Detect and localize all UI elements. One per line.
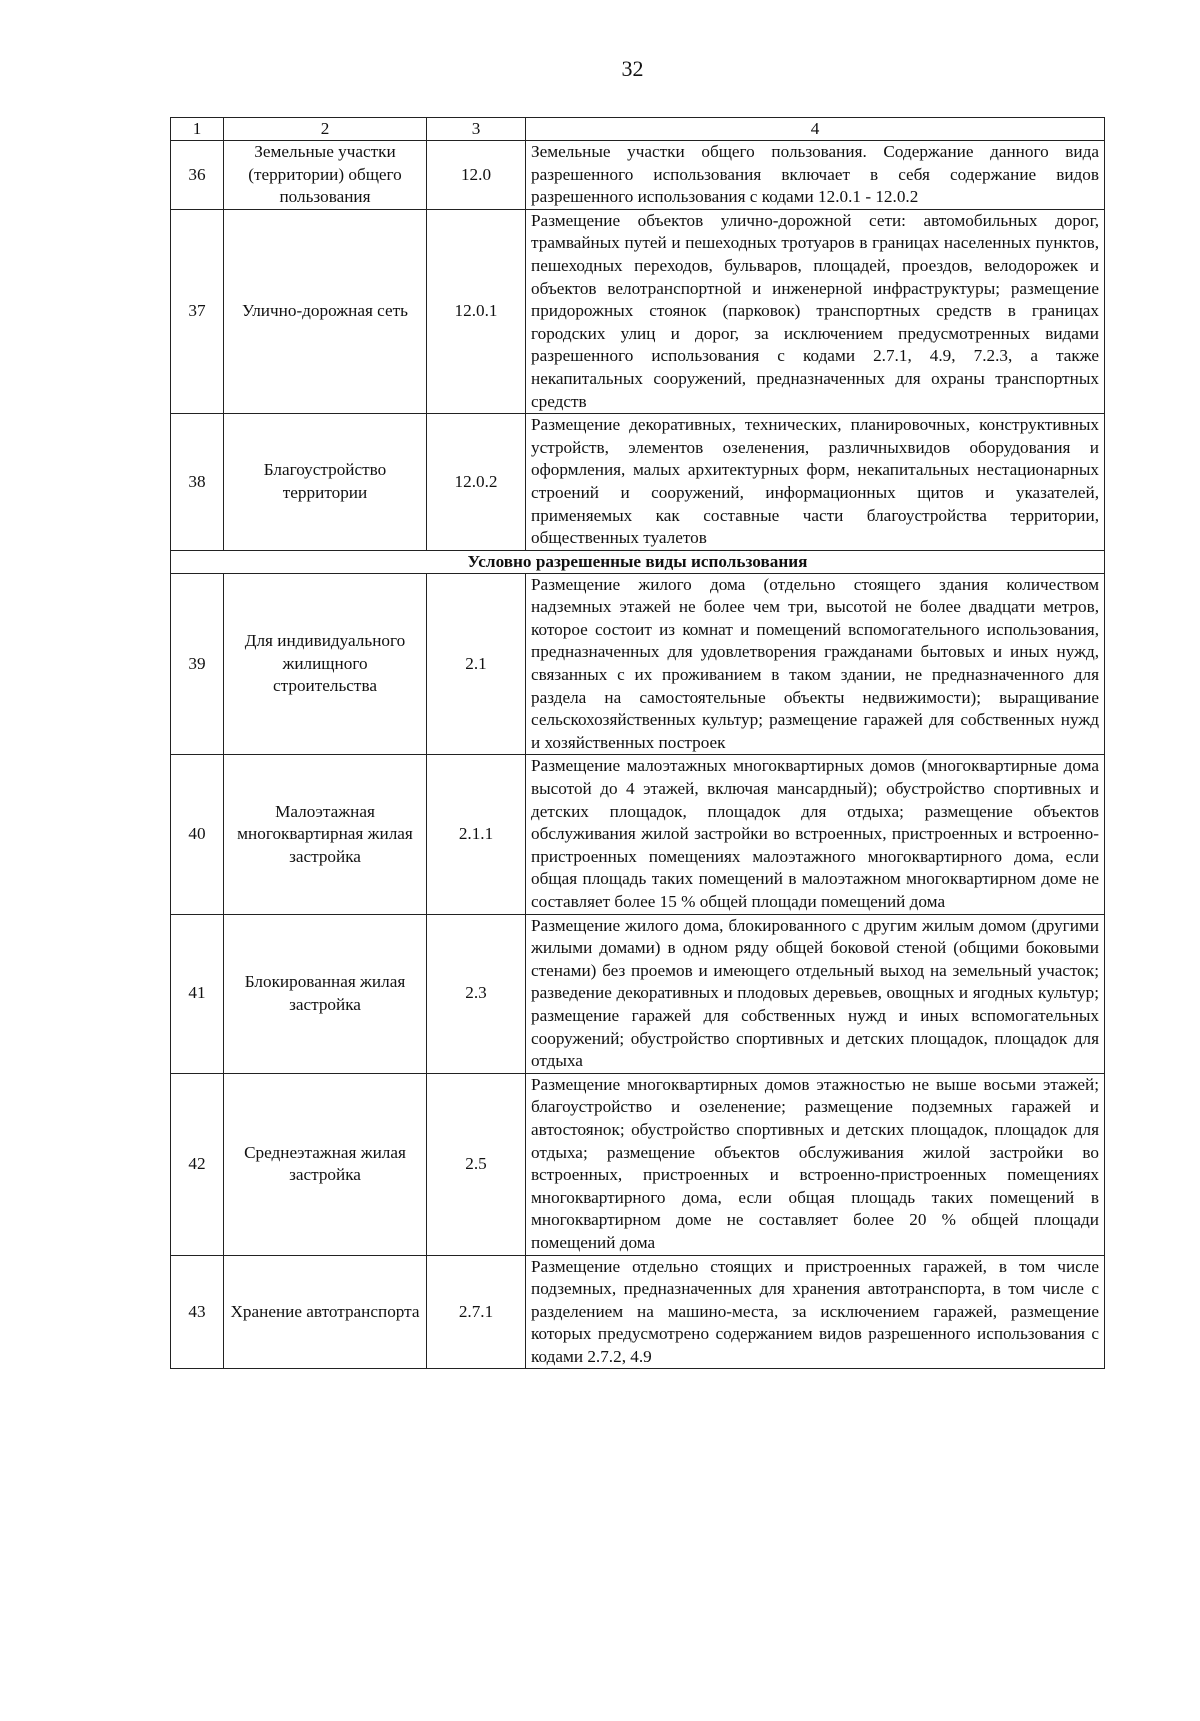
table-row: [171, 914, 1105, 1073]
header-col-3: 3: [427, 118, 526, 141]
use-code: 12.0.1: [427, 209, 526, 413]
header-col-2: 2: [224, 118, 427, 141]
use-description: Размещение жилого дома (отдельно стоящего здания количеством надземных этажей не более чем три, высотой не более двадцати метров, которое состоит из комнат и помещений вспомогательного использования, предназначенных для удовлетворения гражданами бытовых и иных нужд, связанных с их проживанием в таком здании, не предназначенного для раздела на самостоятельные объекты недвижимости); выращивание сельскохозяйственных культур; размещение гаражей для собственных нужд и хозяйственных построек: [526, 573, 1105, 755]
row-number: 39: [171, 573, 224, 755]
use-name: Среднеэтажная жилая застройка: [224, 1073, 427, 1255]
use-code: 2.7.1: [427, 1255, 526, 1369]
use-code: 12.0.2: [427, 414, 526, 551]
header-col-1: 1: [171, 118, 224, 141]
use-name: Хранение автотранспорта: [224, 1255, 427, 1369]
use-description: Размещение жилого дома, блокированного с другим жилым домом (другими жилыми домами) в одном ряду общей боковой стеной (общими боковыми стенами) без проемов и имеющего отдельный выход на земельный участок; разведение декоративных и плодовых деревьев, овощных и ягодных культур; размещение гаражей для собственных нужд и иных вспомогательных сооружений; обустройство спортивных и детских площадок, площадок для отдыха: [526, 914, 1105, 1073]
section-header-row: [171, 550, 1105, 573]
row-number: 41: [171, 914, 224, 1073]
use-code: 12.0: [427, 141, 526, 210]
use-description: Размещение декоративных, технических, планировочных, конструктивных устройств, элементов озеленения, различныхвидов оборудования и оформления, малых архитектурных форм, некапитальных нестационарных строений и сооружений, информационных щитов и указателей, применяемых как составные части благоустройства территории, общественных туалетов: [526, 414, 1105, 551]
table-row: [171, 755, 1105, 914]
header-col-4: 4: [526, 118, 1105, 141]
use-name: Земельные участки (территории) общего пользования: [224, 141, 427, 210]
row-number: 36: [171, 141, 224, 210]
use-description: Размещение многоквартирных домов этажностью не выше восьми этажей; благоустройство и озеленение; размещение подземных гаражей и автостоянок; обустройство спортивных и детских площадок, площадок для отдыха; размещение объектов обслуживания жилой застройки во встроенных, пристроенных и встроенно-пристроенных помещениях многоквартирного дома, если общая площадь таких помещений в многоквартирном доме не составляет более 20 % общей площади помещений дома: [526, 1073, 1105, 1255]
table-row: [171, 1073, 1105, 1255]
table-row: [171, 1255, 1105, 1369]
land-use-table: [170, 117, 1105, 1369]
table-row: [171, 414, 1105, 551]
use-description: Размещение отдельно стоящих и пристроенных гаражей, в том числе подземных, предназначенных для хранения автотранспорта, в том числе с разделением на машино-места, за исключением гаражей, размещение которых предусмотрено содержанием видов разрешенного использования с кодами 2.7.2, 4.9: [526, 1255, 1105, 1369]
section-title: Условно разрешенные виды использования: [171, 550, 1105, 573]
table-header-row: [171, 118, 1105, 141]
use-code: 2.3: [427, 914, 526, 1073]
row-number: 37: [171, 209, 224, 413]
table-row: [171, 209, 1105, 413]
use-name: Малоэтажная многоквартирная жилая застройка: [224, 755, 427, 914]
use-code: 2.1.1: [427, 755, 526, 914]
use-description: Размещение объектов улично-дорожной сети: автомобильных дорог, трамвайных путей и пешеходных тротуаров в границах населенных пунктов, пешеходных переходов, бульваров, площадей, проездов, велодорожек и объектов велотранспортной и инженерной инфраструктуры; размещение придорожных стоянок (парковок) транспортных средств в границах городских улиц и дорог, за исключением предусмотренных видами разрешенного использования с кодами 2.7.1, 4.9, 7.2.3, а также некапитальных сооружений, предназначенных для охраны транспортных средств: [526, 209, 1105, 413]
table-row: [171, 573, 1105, 755]
use-name: Улично-дорожная сеть: [224, 209, 427, 413]
use-name: Благоустройство территории: [224, 414, 427, 551]
use-name: Для индивидуального жилищного строительства: [224, 573, 427, 755]
use-description: Земельные участки общего пользования. Содержание данного вида разрешенного использования включает в себя содержание видов разрешенного использования с кодами 12.0.1 - 12.0.2: [526, 141, 1105, 210]
use-code: 2.1: [427, 573, 526, 755]
row-number: 42: [171, 1073, 224, 1255]
page-number: 32: [621, 56, 644, 81]
row-number: 40: [171, 755, 224, 914]
row-number: 38: [171, 414, 224, 551]
use-code: 2.5: [427, 1073, 526, 1255]
use-description: Размещение малоэтажных многоквартирных домов (многоквартирные дома высотой до 4 этажей, включая мансардный); обустройство спортивных и детских площадок, площадок для отдыха; размещение объектов обслуживания жилой застройки во встроенных, пристроенных и встроенно-пристроенных помещениях малоэтажного многоквартирного дома, если общая площадь таких помещений в малоэтажном многоквартирном доме не составляет более 15 % общей площади помещений дома: [526, 755, 1105, 914]
table-row: [171, 141, 1105, 210]
use-name: Блокированная жилая застройка: [224, 914, 427, 1073]
row-number: 43: [171, 1255, 224, 1369]
